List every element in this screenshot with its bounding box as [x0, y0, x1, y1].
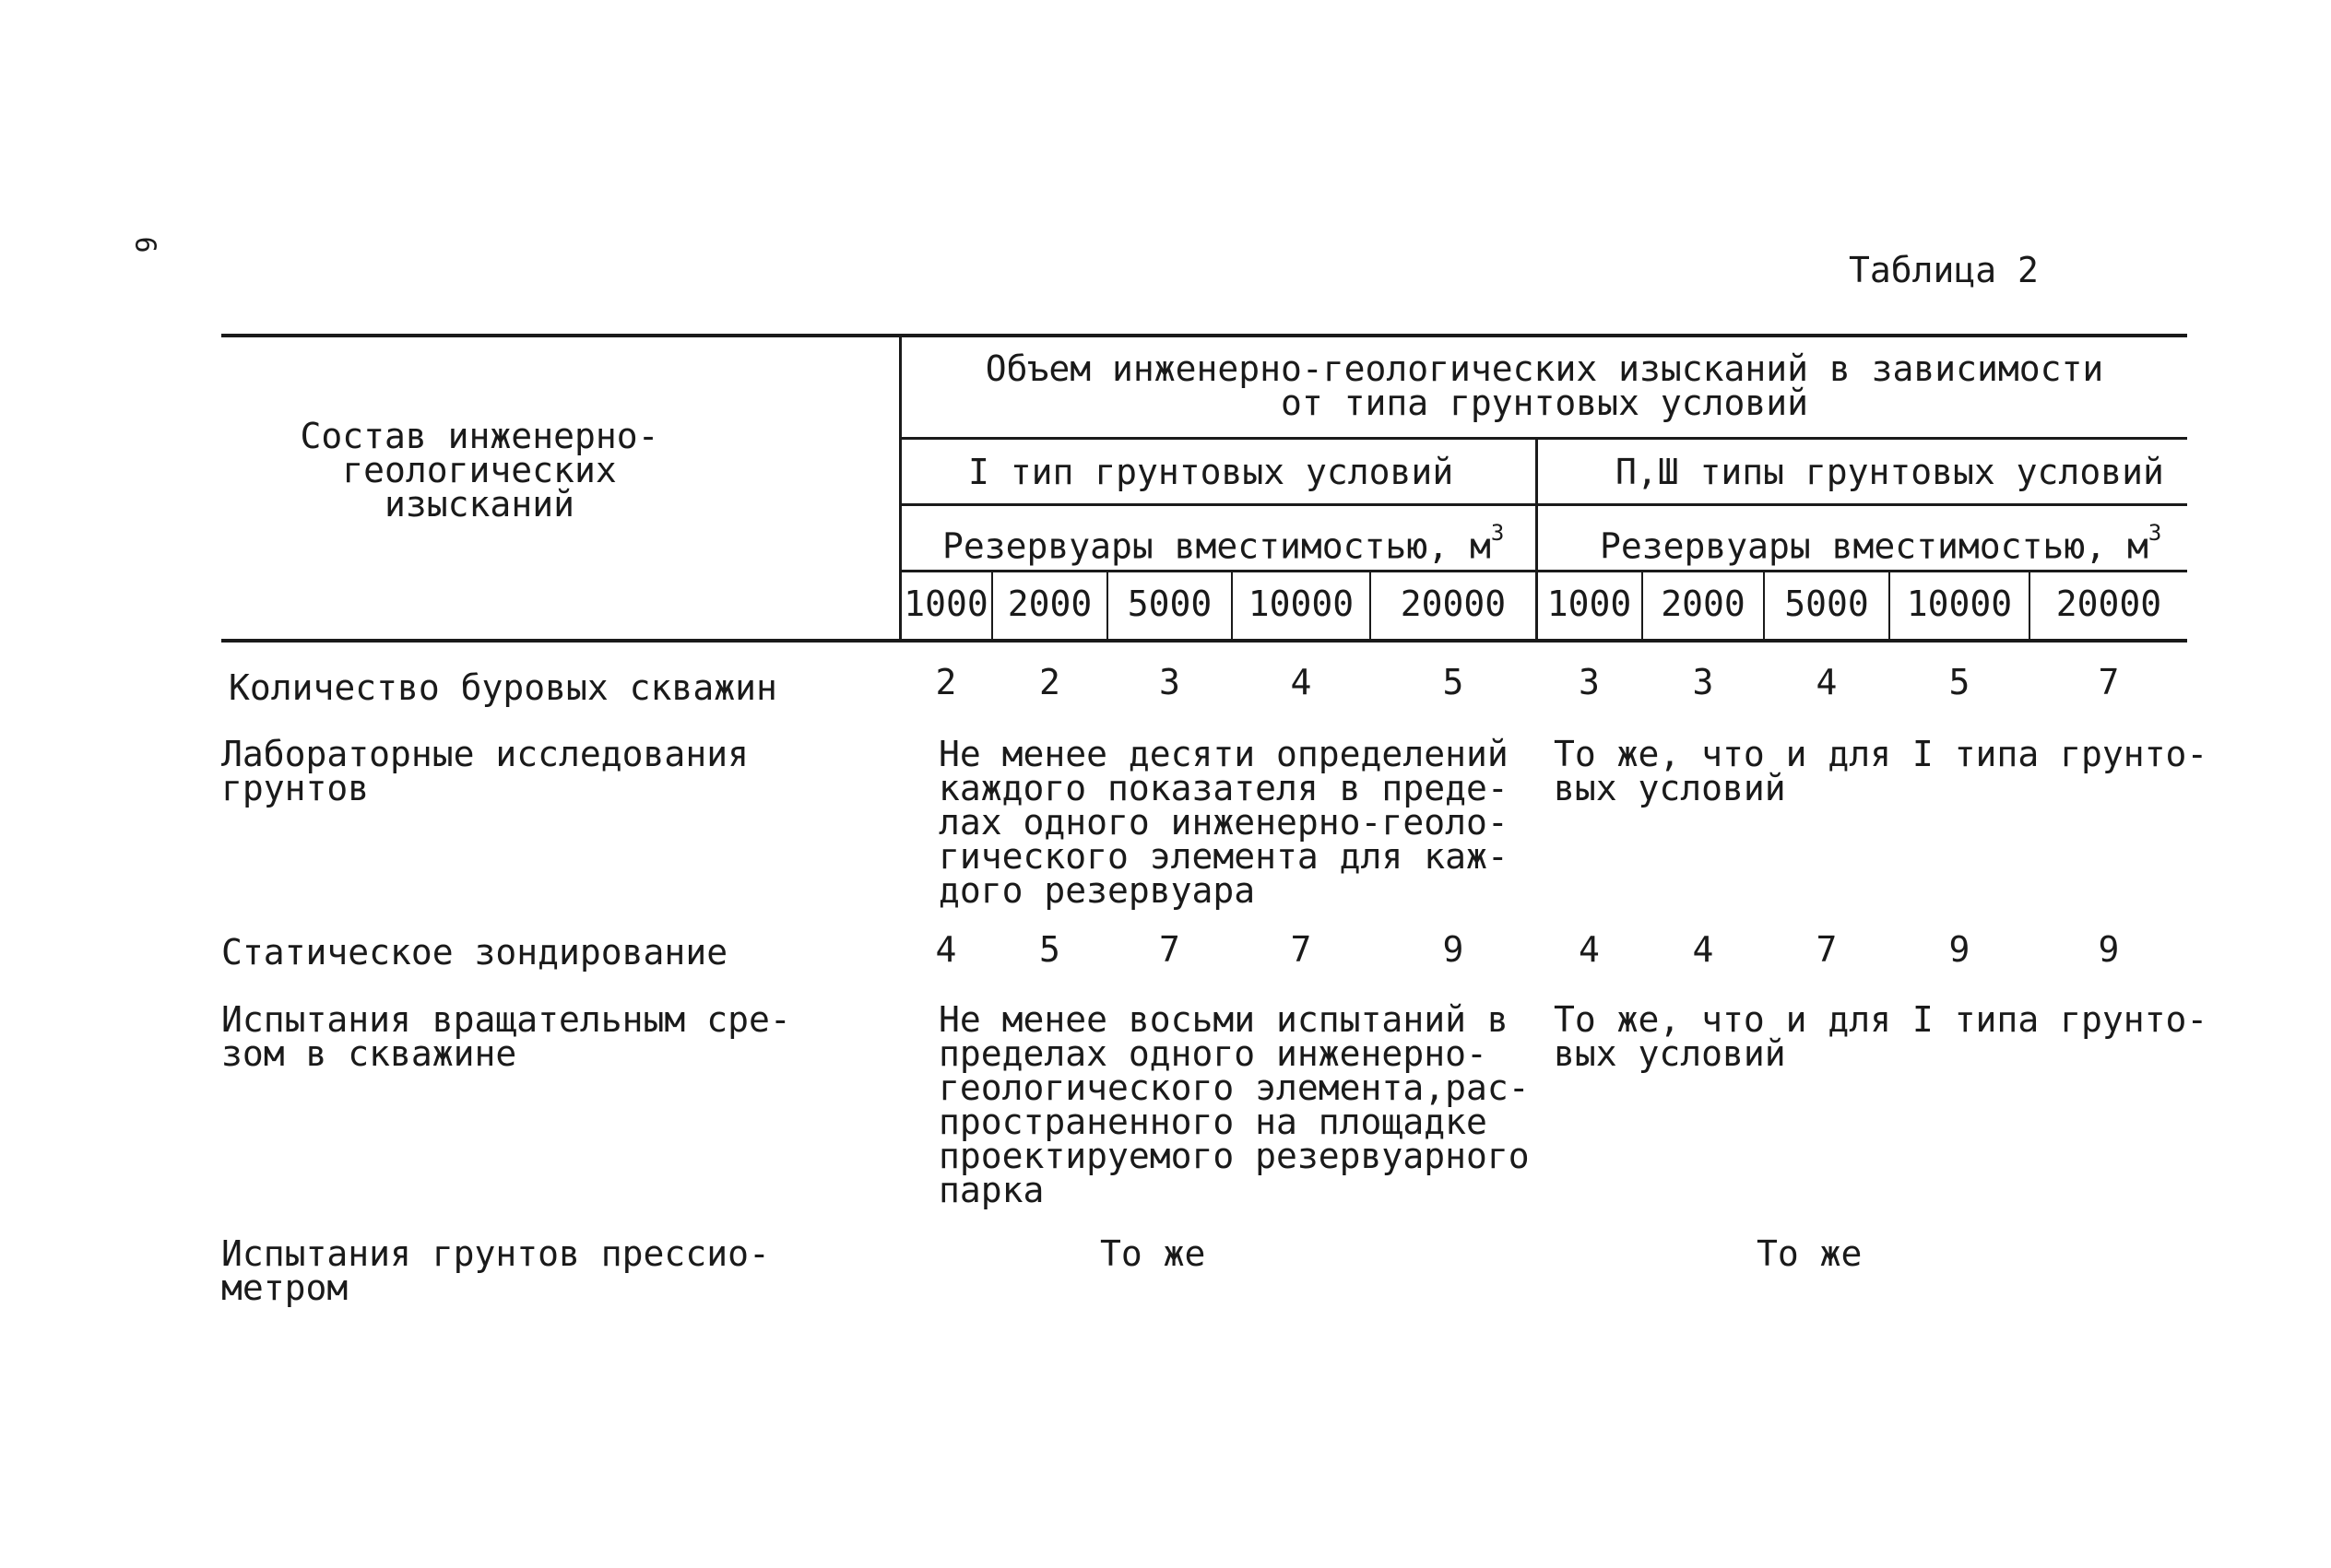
row-text-group2: То же, что и для I типа грунто- вых условий: [1554, 734, 2208, 808]
capacity-value: 10000: [1248, 584, 1355, 624]
table-cell-value: 4: [1290, 662, 1312, 702]
header-capacity-label-2: Резервуары вместимостью, $м^3$: [1600, 520, 2162, 567]
header-first-column: Состав инженерно- геологических изысканий: [300, 416, 659, 525]
row-label-static-sounding: Статическое зондирование: [221, 932, 728, 973]
table-cell-value: 7: [1290, 929, 1312, 970]
capacity-label-rule: [899, 570, 2187, 572]
table-cell-value: 2: [935, 662, 957, 702]
row-text-group1: То же: [1100, 1233, 1206, 1274]
table-cell-value: 4: [1816, 662, 1838, 702]
table-cell-value: 4: [935, 929, 957, 970]
table-cell-value: 5: [1948, 662, 1970, 702]
table-cell-value: 5: [1442, 662, 1464, 702]
volume-title-rule: [899, 437, 2187, 440]
capacity-value: 1000: [1546, 584, 1632, 624]
table-cell-value: 3: [1159, 662, 1180, 702]
table-cell-value: 9: [2098, 929, 2120, 970]
table-cell-value: 4: [1692, 929, 1714, 970]
table-cell-value: 7: [1816, 929, 1838, 970]
capacity-value: 20000: [2055, 584, 2162, 624]
header-group2-title: П,Ш типы грунтовых условий: [1615, 452, 2164, 492]
capacity-value: 20000: [1400, 584, 1507, 624]
table-cell-value: 3: [1579, 662, 1600, 702]
row-label-vane-shear: Испытания вращательным сре- зом в скважине: [221, 999, 791, 1074]
row-text-group1: Не менее восьми испытаний в пределах одного инженерно- геологического элемента,рас- пространенного на площадке проектируемого резервуарного парка: [939, 999, 1530, 1210]
table-cell-value: 3: [1692, 662, 1714, 702]
row-label-pressuremeter: Испытания грунтов прессио- метром: [221, 1233, 770, 1308]
table-cell-value: 5: [1039, 929, 1060, 970]
page-number: 6: [128, 236, 161, 253]
table-cell-value: 7: [2098, 662, 2120, 702]
capacity-value: 5000: [1784, 584, 1869, 624]
capacity-value: 10000: [1906, 584, 2013, 624]
table-cell-value: 9: [1442, 929, 1464, 970]
row-text-group1: Не менее десяти определений каждого показателя в преде- лах одного инженерно-геоло- гического элемента для каж- дого резервуара: [939, 734, 1509, 911]
header-bottom-rule: [221, 639, 2187, 643]
table-cell-value: 7: [1159, 929, 1180, 970]
table-label: Таблица 2: [1849, 250, 2039, 290]
row-label-laboratory: Лабораторные исследования грунтов: [221, 734, 749, 808]
header-group1-title: I тип грунтовых условий: [968, 452, 1454, 492]
row-label-boreholes: Количество буровых скважин: [229, 667, 777, 708]
table-top-rule: [221, 334, 2187, 337]
capacity-value: 1000: [904, 584, 988, 624]
group-title-rule: [899, 503, 2187, 506]
row-text-group2: То же, что и для I типа грунто- вых условий: [1554, 999, 2208, 1074]
row-text-group2: То же: [1757, 1233, 1863, 1274]
table-cell-value: 2: [1039, 662, 1060, 702]
capacity-value: 2000: [1661, 584, 1745, 624]
header-volume-title: Объем инженерно-геологических изысканий в зависимости от типа грунтовых условий: [985, 348, 2104, 423]
table-cell-value: 9: [1948, 929, 1970, 970]
header-capacity-label-1: Резервуары вместимостью, $м^3$: [942, 520, 1505, 567]
capacity-value: 2000: [1007, 584, 1093, 624]
capacity-value: 5000: [1127, 584, 1213, 624]
table-cell-value: 4: [1579, 929, 1600, 970]
